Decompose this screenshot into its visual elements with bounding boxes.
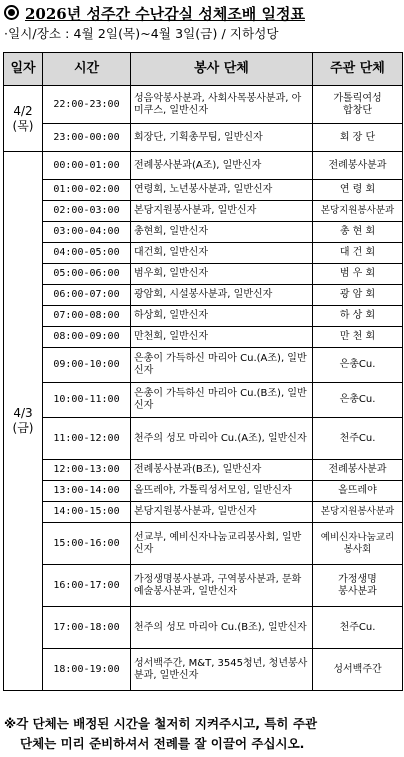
host-cell: 본당지원봉사분과 <box>313 201 403 222</box>
day-cell-apr2: 4/2 (목) <box>4 86 43 152</box>
host-cell: 만 천 회 <box>313 327 403 348</box>
host-cell: 천주Cu. <box>313 418 403 460</box>
group-cell: 연령회, 노년봉사분과, 일반신자 <box>131 180 313 201</box>
table-header-row <box>4 53 403 86</box>
radio-bullet-icon <box>4 5 19 20</box>
host-cell: 가정생명 봉사분과 <box>313 565 403 607</box>
table-row <box>4 523 403 565</box>
note-line-1: ※각 단체는 배정된 시간을 철저히 지켜주시고, 특히 주관 <box>4 716 318 731</box>
table-row <box>4 502 403 523</box>
host-cell: 전례봉사분과 <box>313 152 403 180</box>
time-cell: 07:00-08:00 <box>43 306 131 327</box>
table-row <box>4 327 403 348</box>
table-row <box>4 348 403 383</box>
footer-note <box>4 714 402 754</box>
table-row <box>4 152 403 180</box>
host-cell: 광 암 회 <box>313 285 403 306</box>
title-text: 2026년 성주간 수난감실 성체조배 일정표 <box>25 5 305 23</box>
table-row <box>4 481 403 502</box>
table-row <box>4 124 403 152</box>
host-cell: 회 장 단 <box>313 124 403 152</box>
table-row <box>4 306 403 327</box>
time-cell: 22:00-23:00 <box>43 86 131 124</box>
host-cell: 은총Cu. <box>313 383 403 418</box>
host-cell: 올뜨레야 <box>313 481 403 502</box>
time-cell: 05:00-06:00 <box>43 264 131 285</box>
time-cell: 00:00-01:00 <box>43 152 131 180</box>
header-day: 일자 <box>4 53 43 86</box>
table-row <box>4 222 403 243</box>
host-cell: 가톨릭여성 합창단 <box>313 86 403 124</box>
group-cell: 천주의 성모 마리아 Cu.(B조), 일반신자 <box>131 607 313 649</box>
time-cell: 04:00-05:00 <box>43 243 131 264</box>
header-group: 봉사 단체 <box>131 53 313 86</box>
table-row <box>4 86 403 124</box>
time-cell: 18:00-19:00 <box>43 649 131 691</box>
note-line-2: 단체는 미리 준비하셔서 전례를 잘 이끌어 주십시오. <box>20 736 305 751</box>
host-cell: 본당지원봉사분과 <box>313 502 403 523</box>
host-cell: 하 상 회 <box>313 306 403 327</box>
group-cell: 대건회, 일반신자 <box>131 243 313 264</box>
table-row <box>4 565 403 607</box>
host-cell: 은총Cu. <box>313 348 403 383</box>
header-time: 시간 <box>43 53 131 86</box>
time-cell: 15:00-16:00 <box>43 523 131 565</box>
table-row <box>4 460 403 481</box>
group-cell: 본당지원봉사분과, 일반신자 <box>131 502 313 523</box>
time-cell: 23:00-00:00 <box>43 124 131 152</box>
time-cell: 17:00-18:00 <box>43 607 131 649</box>
group-cell: 성음악봉사분과, 사회사목봉사분과, 아미쿠스, 일반신자 <box>131 86 313 124</box>
schedule-table <box>3 52 403 691</box>
host-cell: 천주Cu. <box>313 607 403 649</box>
time-cell: 09:00-10:00 <box>43 348 131 383</box>
group-cell: 천주의 성모 마리아 Cu.(A조), 일반신자 <box>131 418 313 460</box>
table-row <box>4 649 403 691</box>
host-cell: 성서백주간 <box>313 649 403 691</box>
time-cell: 16:00-17:00 <box>43 565 131 607</box>
time-cell: 13:00-14:00 <box>43 481 131 502</box>
host-cell: 범 우 회 <box>313 264 403 285</box>
group-cell: 만천회, 일반신자 <box>131 327 313 348</box>
time-cell: 06:00-07:00 <box>43 285 131 306</box>
table-row <box>4 285 403 306</box>
time-cell: 03:00-04:00 <box>43 222 131 243</box>
header-host: 주관 단체 <box>313 53 403 86</box>
time-cell: 11:00-12:00 <box>43 418 131 460</box>
group-cell: 전례봉사분과(B조), 일반신자 <box>131 460 313 481</box>
host-cell: 예비신자나눔교리 봉사회 <box>313 523 403 565</box>
table-row <box>4 418 403 460</box>
time-cell: 14:00-15:00 <box>43 502 131 523</box>
table-row <box>4 383 403 418</box>
group-cell: 광암회, 시설봉사분과, 일반신자 <box>131 285 313 306</box>
time-cell: 12:00-13:00 <box>43 460 131 481</box>
table-row <box>4 201 403 222</box>
table-row <box>4 243 403 264</box>
group-cell: 성서백주간, M&T, 3545청년, 청년봉사분과, 일반신자 <box>131 649 313 691</box>
page-title <box>4 2 402 26</box>
host-cell: 연 령 회 <box>313 180 403 201</box>
schedule-info: ·일시/장소 : 4월 2일(목)~4월 3일(금) / 지하성당 <box>4 26 279 41</box>
group-cell: 은총이 가득하신 마리아 Cu.(B조), 일반신자 <box>131 383 313 418</box>
group-cell: 회장단, 기획총무팀, 일반신자 <box>131 124 313 152</box>
host-cell: 전례봉사분과 <box>313 460 403 481</box>
time-cell: 10:00-11:00 <box>43 383 131 418</box>
group-cell: 은총이 가득하신 마리아 Cu.(A조), 일반신자 <box>131 348 313 383</box>
group-cell: 범우회, 일반신자 <box>131 264 313 285</box>
group-cell: 하상회, 일반신자 <box>131 306 313 327</box>
time-cell: 02:00-03:00 <box>43 201 131 222</box>
day-cell-apr3: 4/3 (금) <box>4 152 43 691</box>
group-cell: 가정생명봉사분과, 구역봉사분과, 문화예술봉사분과, 일반신자 <box>131 565 313 607</box>
host-cell: 대 건 회 <box>313 243 403 264</box>
group-cell: 전례봉사분과(A조), 일반신자 <box>131 152 313 180</box>
table-row <box>4 264 403 285</box>
group-cell: 올뜨레야, 가톨릭성서모임, 일반신자 <box>131 481 313 502</box>
table-row <box>4 180 403 201</box>
table-row <box>4 607 403 649</box>
group-cell: 총현회, 일반신자 <box>131 222 313 243</box>
time-cell: 08:00-09:00 <box>43 327 131 348</box>
group-cell: 본당지원봉사분과, 일반신자 <box>131 201 313 222</box>
group-cell: 선교부, 예비신자나눔교리봉사회, 일반신자 <box>131 523 313 565</box>
time-cell: 01:00-02:00 <box>43 180 131 201</box>
host-cell: 총 현 회 <box>313 222 403 243</box>
